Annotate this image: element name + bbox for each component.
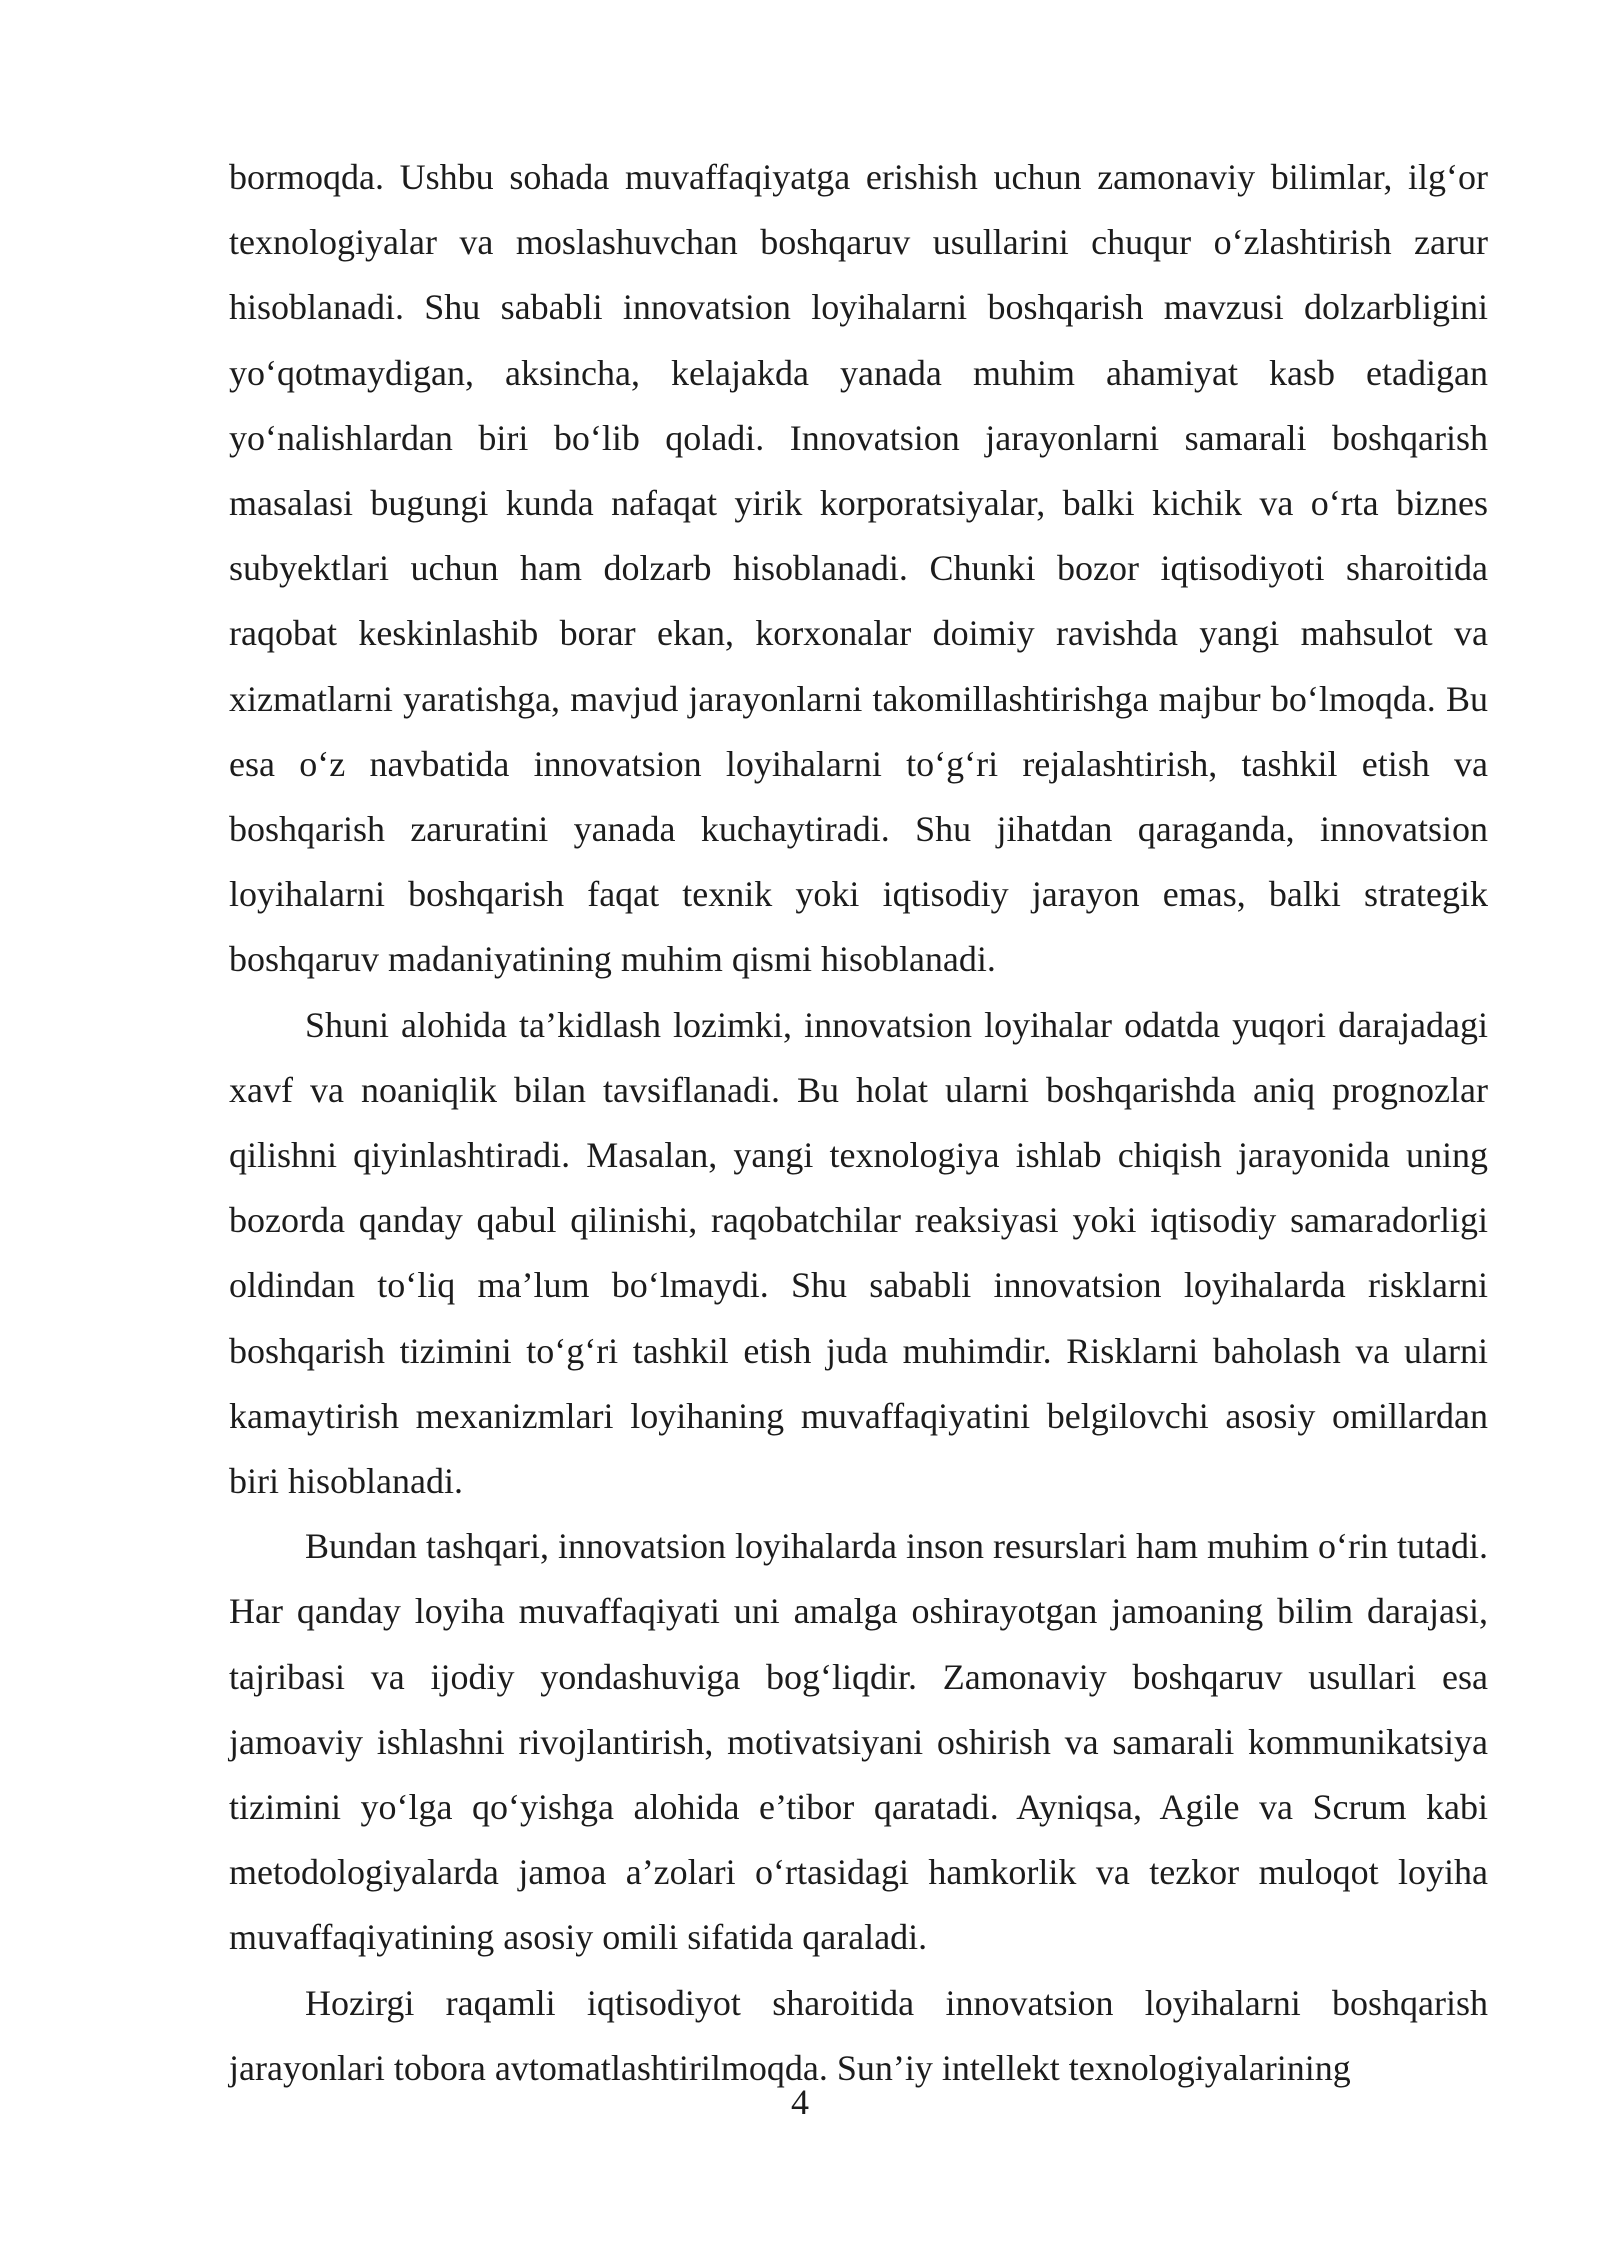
body-text — [229, 145, 1488, 2101]
paragraph-risks: Shuni alohida ta’kidlash lozimki, innovatsion loyihalar odatda yuqori darajadagi xavf va noaniqlik bilan tavsiflanadi. Bu holat ularni boshqarishda aniq prognozlar qilishni qiyinlashtiradi. Masalan, yangi texnologiya ishlab chiqish jarayonida uning bozorda qanday qabul qilinishi, raqobatchilar reaksiyasi yoki iqtisodiy samaradorligi oldindan to‘liq ma’lum bo‘lmaydi. Shu sababli innovatsion loyihalarda risklarni boshqarish tizimini to‘g‘ri tashkil etish juda muhimdir. Risklarni baholash va ularni kamaytirish mexanizmlari loyihaning muvaffaqiyatini belgilovchi asosiy omillardan biri hisoblanadi. — [229, 1004, 1488, 1502]
paragraph-digital-economy: Hozirgi raqamli iqtisodiyot sharoitida innovatsion loyihalarni boshqarish jarayonlari tobora avtomatlashtirilmoqda. Sun’iy intellekt texnologiyalarining — [229, 1982, 1488, 2088]
paragraph-human-resources: Bundan tashqari, innovatsion loyihalarda inson resurslari ham muhim o‘rin tutadi. Har qanday loyiha muvaffaqiyati uni amalga oshirayotgan jamoaning bilim darajasi, tajribasi va ijodiy yondashuviga bog‘liqdir. Zamonaviy boshqaruv usullari esa jamoaviy ishlashni rivojlantirish, motivatsiyani oshirish va samarali kommunikatsiya tizimini yo‘lga qo‘yishga alohida e’tibor qaratadi. Ayniqsa, Agile va Scrum kabi metodologiyalarda jamoa a’zolari o‘rtasidagi hamkorlik va tezkor muloqot loyiha muvaffaqiyatining asosiy omili sifatida qaraladi. — [229, 1526, 1488, 1958]
paragraph-continuation: bormoqda. Ushbu sohada muvaffaqiyatga erishish uchun zamonaviy bilimlar, ilg‘or texnologiyalar va moslashuvchan boshqaruv usullarini chuqur o‘zlashtirish zarur hisoblanadi. Shu sababli innovatsion loyihalarni boshqarish mavzusi dolzarbligini yo‘qotmaydigan, aksincha, kelajakda yanada muhim ahamiyat kasb etadigan yo‘nalishlardan biri bo‘lib qoladi. Innovatsion jarayonlarni samarali boshqarish masalasi bugungi kunda nafaqat yirik korporatsiyalar, balki kichik va o‘rta biznes subyektlari uchun ham dolzarb hisoblanadi. Chunki bozor iqtisodiyoti sharoitida raqobat keskinlashib borar ekan, korxonalar doimiy ravishda yangi mahsulot va xizmatlarni yaratishga, mavjud jarayonlarni takomillashtirishga majbur bo‘lmoqda. Bu esa o‘z navbatida innovatsion loyihalarni to‘g‘ri rejalashtirish, tashkil etish va boshqarish zaruratini yanada kuchaytiradi. Shu jihatdan qaraganda, innovatsion loyihalarni boshqarish faqat texnik yoki iqtisodiy jarayon emas, balki strategik boshqaruv madaniyatining muhim qismi hisoblanadi. — [229, 157, 1488, 980]
page-number: 4 — [791, 2082, 809, 2122]
